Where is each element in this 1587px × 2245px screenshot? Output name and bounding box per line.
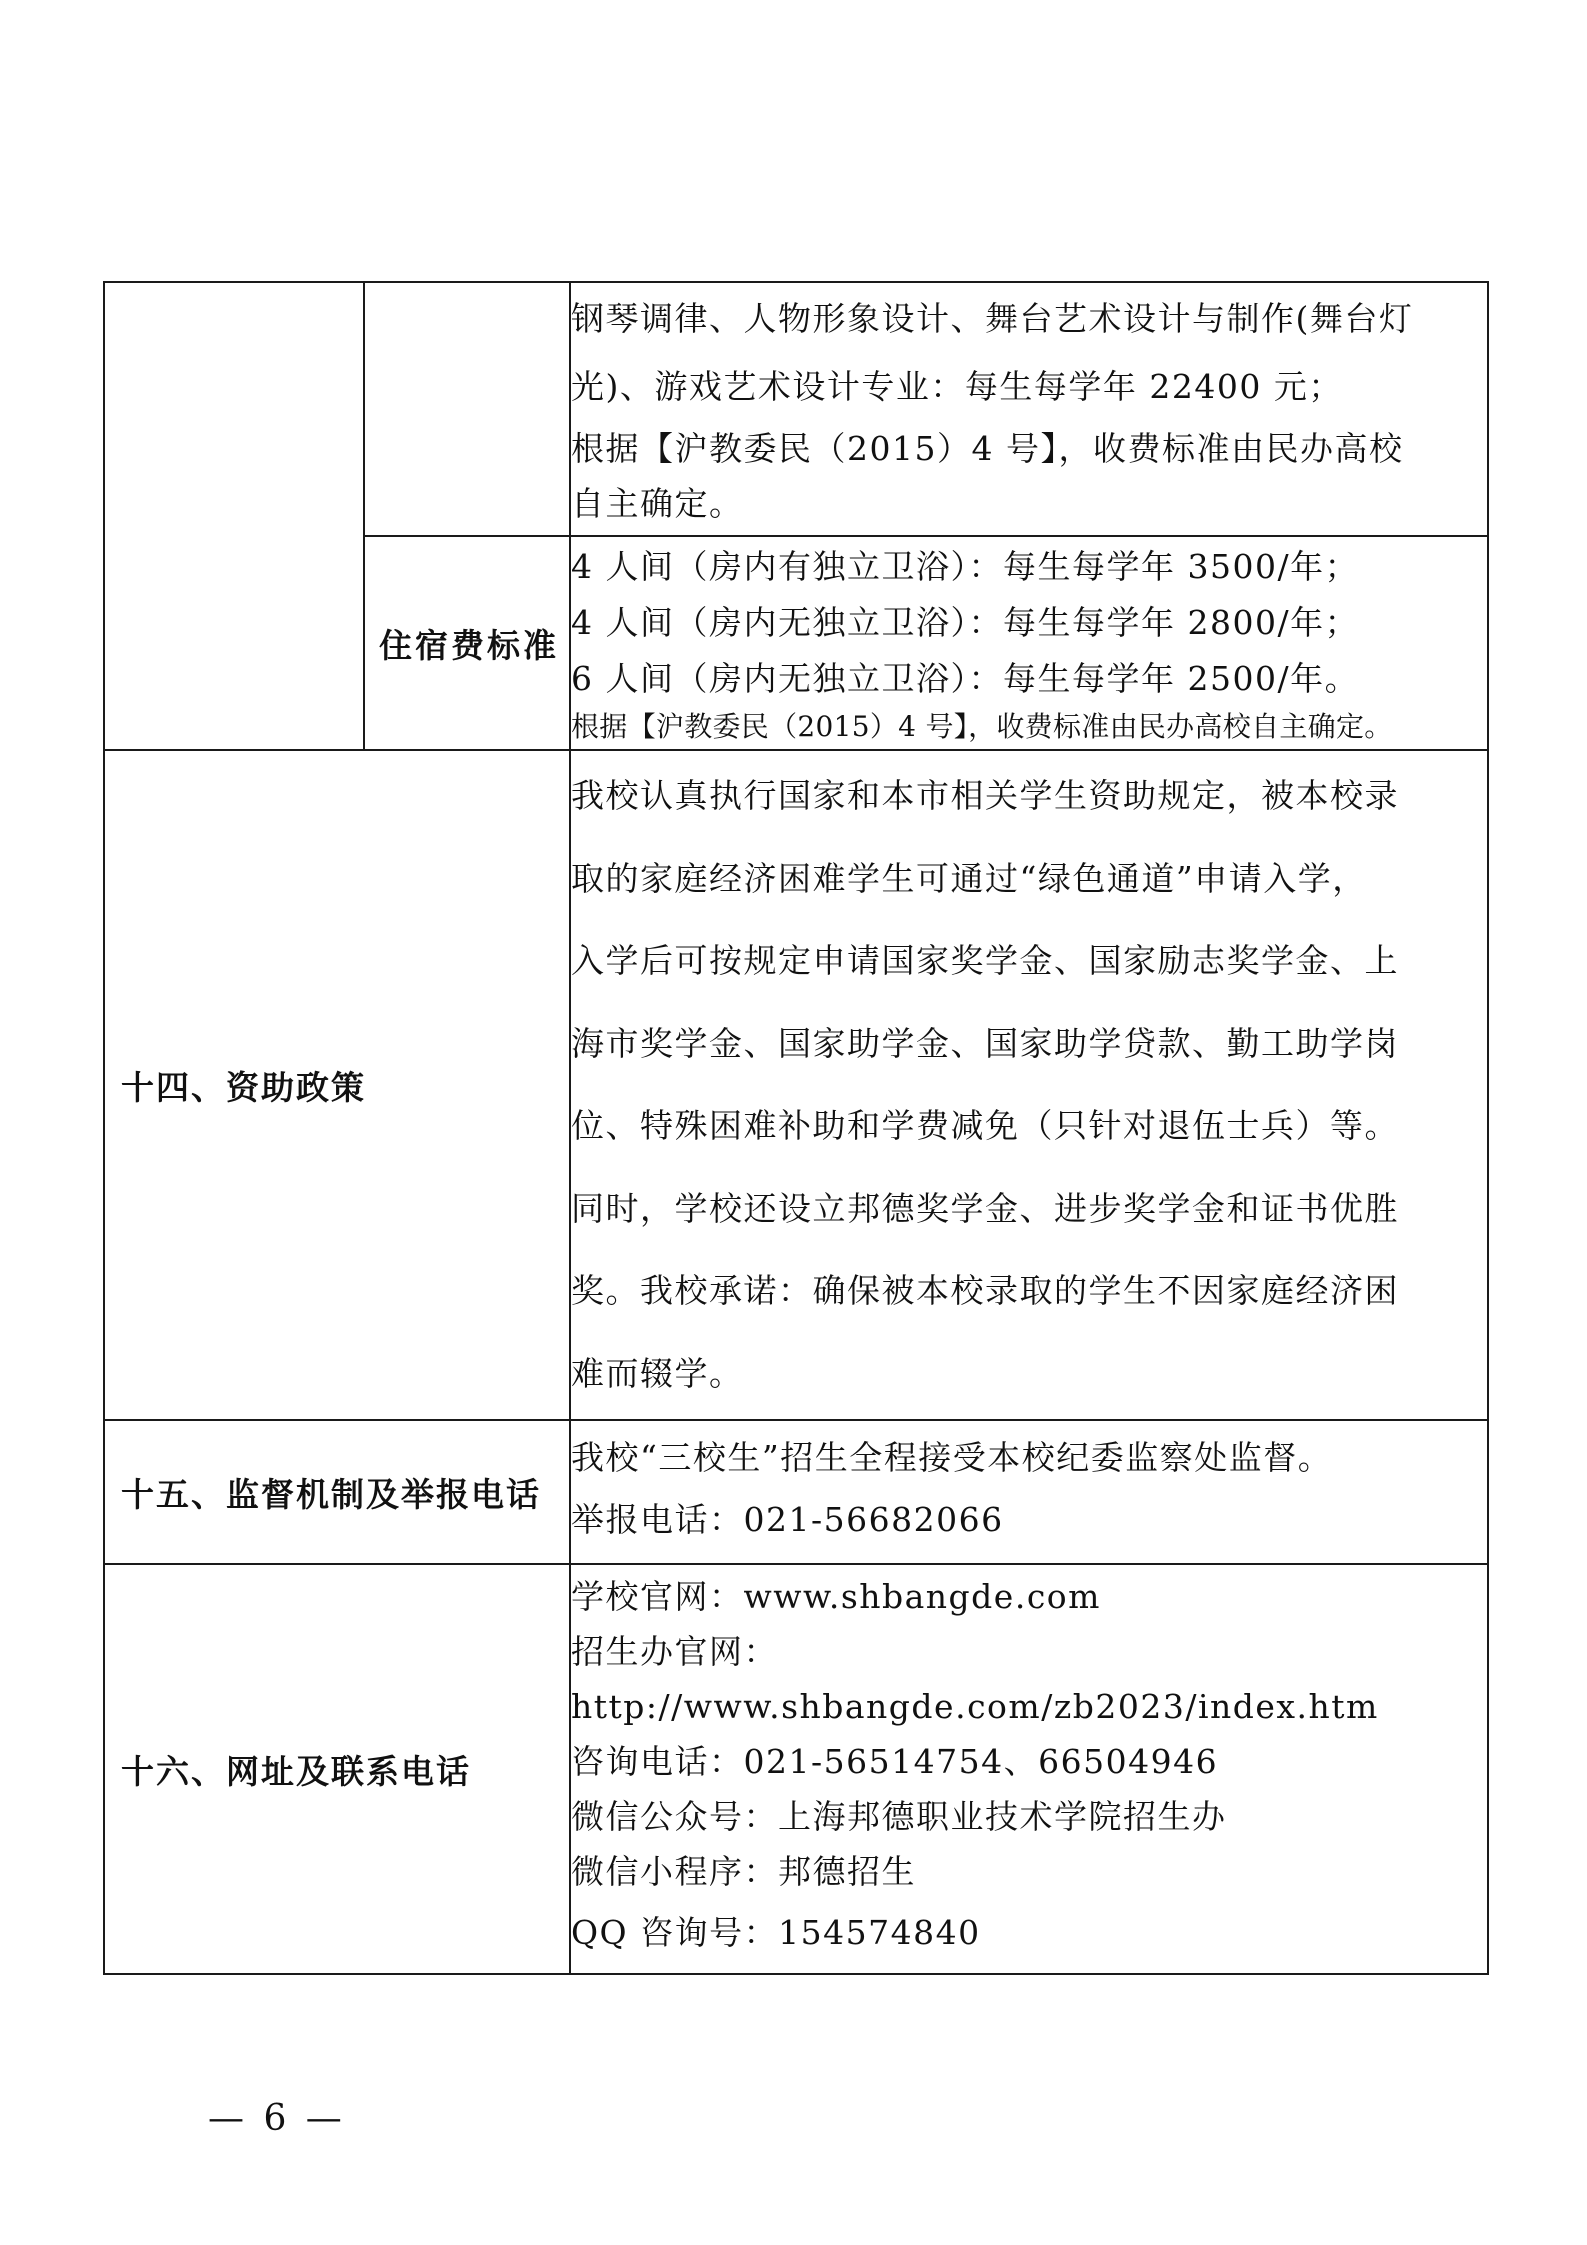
supervision-label: 十五、监督机制及举报电话 [104, 1420, 570, 1564]
aid-policy-line: 位、特殊困难补助和学费减免（只针对退伍士兵）等。 [571, 1106, 1399, 1145]
accommodation-line: 4 人间（房内有独立卫浴）：每生每学年 3500/年； [571, 547, 1360, 586]
admission-website-label: 招生办官网： [571, 1632, 778, 1671]
aid-policy-line: 我校认真执行国家和本市相关学生资助规定，被本校录 [571, 776, 1399, 815]
aid-policy-line: 海市奖学金、国家助学金、国家助学贷款、勤工助学岗 [571, 1023, 1399, 1063]
qq-number: QQ 咨询号：154574840 [571, 1913, 981, 1952]
section-label-cell-empty [104, 282, 364, 750]
admission-website-url: http://www.shbangde.com/zb2023/index.htm [571, 1687, 1379, 1726]
school-website: 学校官网：www.shbangde.com [571, 1577, 1101, 1616]
supervision-line: 我校“三校生”招生全程接受本校纪委监察处监督。 [571, 1438, 1333, 1477]
tuition-line: 钢琴调律、人物形象设计、舞台艺术设计与制作(舞台灯 [571, 299, 1414, 338]
tuition-row [104, 282, 1488, 536]
report-phone: 举报电话：021-56682066 [571, 1500, 1004, 1539]
aid-policy-line: 同时，学校还设立邦德奖学金、进步奖学金和证书优胜 [571, 1188, 1399, 1228]
tuition-line: 自主确定。 [571, 484, 744, 523]
aid-policy-line: 奖。我校承诺：确保被本校录取的学生不因家庭经济困 [571, 1271, 1399, 1310]
aid-policy-label: 十四、资助政策 [104, 750, 570, 1420]
accommodation-note: 根据【沪教委民（2015）4 号】，收费标准由民办高校自主确定。 [571, 710, 1393, 743]
accommodation-line: 6 人间（房内无独立卫浴）：每生每学年 2500/年。 [571, 659, 1360, 698]
aid-policy-row [104, 750, 1488, 1420]
consult-phone: 咨询电话：021-56514754、66504946 [571, 1742, 1219, 1781]
wechat-official: 微信公众号：上海邦德职业技术学院招生办 [571, 1797, 1227, 1836]
aid-policy-line: 难而辍学。 [571, 1353, 744, 1393]
accommodation-content [570, 536, 1488, 750]
tuition-content [570, 282, 1488, 536]
wechat-miniprogram: 微信小程序：邦德招生 [571, 1852, 916, 1891]
supervision-row [104, 1420, 1488, 1564]
sub-label-cell-empty [364, 282, 570, 536]
aid-policy-line: 入学后可按规定申请国家奖学金、国家励志奖学金、上 [571, 941, 1399, 980]
supervision-content [570, 1420, 1488, 1564]
contact-content [570, 1564, 1488, 1974]
aid-policy-line: 取的家庭经济困难学生可通过“绿色通道”申请入学， [571, 858, 1367, 898]
info-table [103, 281, 1489, 1975]
tuition-line: 根据【沪教委民（2015）4 号】，收费标准由民办高校 [571, 429, 1404, 468]
accommodation-label: 住宿费标准 [364, 536, 570, 750]
page-number: — 6 — [208, 2098, 346, 2139]
contact-row [104, 1564, 1488, 1974]
contact-label: 十六、网址及联系电话 [104, 1564, 570, 1974]
tuition-line: 光)、游戏艺术设计专业：每生每学年 22400 元； [571, 367, 1343, 406]
aid-policy-content [570, 750, 1488, 1420]
accommodation-line: 4 人间（房内无独立卫浴）：每生每学年 2800/年； [571, 603, 1360, 642]
